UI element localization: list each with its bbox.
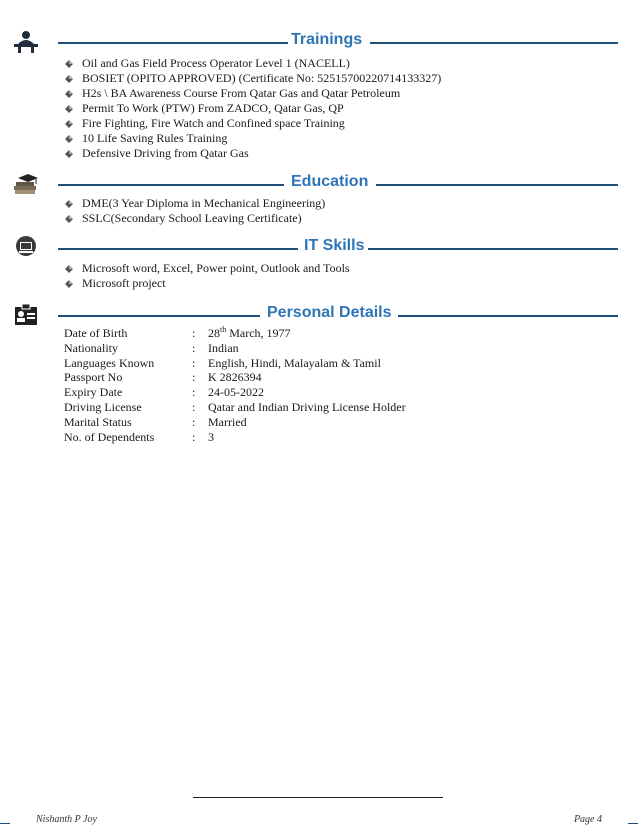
personal-details-table bbox=[64, 326, 406, 444]
personal-details-rule-right bbox=[398, 315, 618, 317]
detail-key: Languages Known bbox=[64, 355, 155, 370]
bullet-icon bbox=[64, 149, 74, 159]
table-row bbox=[64, 415, 406, 430]
personal-details-title: Personal Details bbox=[267, 304, 392, 321]
detail-separator: : bbox=[192, 429, 196, 444]
footer-page-number: Page 4 bbox=[573, 814, 602, 825]
education-list bbox=[62, 196, 325, 226]
footer-dash-left bbox=[0, 823, 10, 824]
education-rule-left bbox=[58, 184, 284, 186]
detail-value: Qatar and Indian Driving License Holder bbox=[208, 399, 406, 414]
detail-value: K 2826394 bbox=[208, 370, 262, 385]
table-row bbox=[64, 326, 406, 341]
detail-key: Passport No bbox=[64, 370, 123, 385]
list-item: Fire Fighting, Fire Watch and Confined space Training bbox=[62, 116, 441, 131]
bullet-icon bbox=[64, 104, 74, 114]
detail-separator: : bbox=[192, 370, 196, 385]
table-row bbox=[64, 356, 406, 371]
detail-separator: : bbox=[192, 385, 196, 400]
trainings-rule-right bbox=[370, 42, 618, 44]
detail-value: English, Hindi, Malayalam & Tamil bbox=[208, 355, 381, 370]
trainings-title: Trainings bbox=[291, 31, 363, 48]
list-item: BOSIET (OPITO APPROVED) (Certificate No: 52515700220714133327) bbox=[62, 71, 441, 86]
detail-key: Date of Birth bbox=[64, 326, 128, 340]
education-rule-right bbox=[376, 184, 618, 186]
table-row bbox=[64, 430, 406, 445]
list-item: Permit To Work (PTW) From ZADCO, Qatar Gas, QP bbox=[62, 101, 441, 116]
bullet-icon bbox=[64, 214, 74, 224]
list-item: Microsoft word, Excel, Power point, Outlook and Tools bbox=[62, 261, 350, 276]
education-title: Education bbox=[291, 173, 369, 190]
it-skills-list bbox=[62, 261, 350, 291]
detail-key: Marital Status bbox=[64, 414, 132, 429]
table-row bbox=[64, 400, 406, 415]
personal-details-header bbox=[0, 303, 638, 327]
list-item: Defensive Driving from Qatar Gas bbox=[62, 146, 441, 161]
list-item: DME(3 Year Diploma in Mechanical Engineering) bbox=[62, 196, 325, 211]
it-skills-header bbox=[0, 236, 638, 260]
detail-value: 28th March, 1977 bbox=[208, 325, 291, 340]
table-row bbox=[64, 341, 406, 356]
detail-separator: : bbox=[192, 414, 196, 429]
list-item: 10 Life Saving Rules Training bbox=[62, 131, 441, 146]
detail-separator: : bbox=[192, 399, 196, 414]
bullet-icon bbox=[64, 279, 74, 289]
trainings-rule-left bbox=[58, 42, 288, 44]
table-row bbox=[64, 385, 406, 400]
bullet-icon bbox=[64, 74, 74, 84]
list-item: Oil and Gas Field Process Operator Level 1 (NACELL) bbox=[62, 56, 441, 71]
detail-value: Indian bbox=[208, 340, 239, 355]
it-skills-title: IT Skills bbox=[304, 237, 365, 254]
education-header bbox=[0, 172, 638, 196]
footer-divider bbox=[193, 797, 443, 798]
trainings-list bbox=[62, 56, 441, 161]
detail-value: Married bbox=[208, 414, 247, 429]
footer-dash-right bbox=[628, 823, 638, 824]
trainings-header bbox=[0, 30, 638, 54]
list-item: Microsoft project bbox=[62, 276, 350, 291]
bullet-icon bbox=[64, 264, 74, 274]
detail-key: Nationality bbox=[64, 340, 118, 355]
personal-details-rule-left bbox=[58, 315, 260, 317]
id-card-icon bbox=[12, 303, 40, 327]
detail-key: Driving License bbox=[64, 399, 142, 414]
it-skills-rule-left bbox=[58, 248, 298, 250]
bullet-icon bbox=[64, 119, 74, 129]
list-item: H2s \ BA Awareness Course From Qatar Gas and Qatar Petroleum bbox=[62, 86, 441, 101]
bullet-icon bbox=[64, 89, 74, 99]
table-row bbox=[64, 370, 406, 385]
footer-author-name: Nishanth P Joy bbox=[36, 814, 97, 825]
bullet-icon bbox=[64, 134, 74, 144]
detail-key: Expiry Date bbox=[64, 385, 123, 400]
detail-separator: : bbox=[192, 355, 196, 370]
list-item: SSLC(Secondary School Leaving Certificate) bbox=[62, 211, 325, 226]
it-skills-rule-right bbox=[368, 248, 618, 250]
bullet-icon bbox=[64, 59, 74, 69]
graduation-books-icon bbox=[12, 172, 40, 196]
detail-separator: : bbox=[192, 340, 196, 355]
bullet-icon bbox=[64, 199, 74, 209]
user-desk-icon bbox=[12, 30, 40, 54]
detail-value: 24-05-2022 bbox=[208, 385, 264, 400]
detail-separator: : bbox=[192, 326, 196, 340]
detail-value: 3 bbox=[208, 429, 214, 444]
detail-key: No. of Dependents bbox=[64, 429, 155, 444]
computer-icon bbox=[12, 236, 40, 260]
